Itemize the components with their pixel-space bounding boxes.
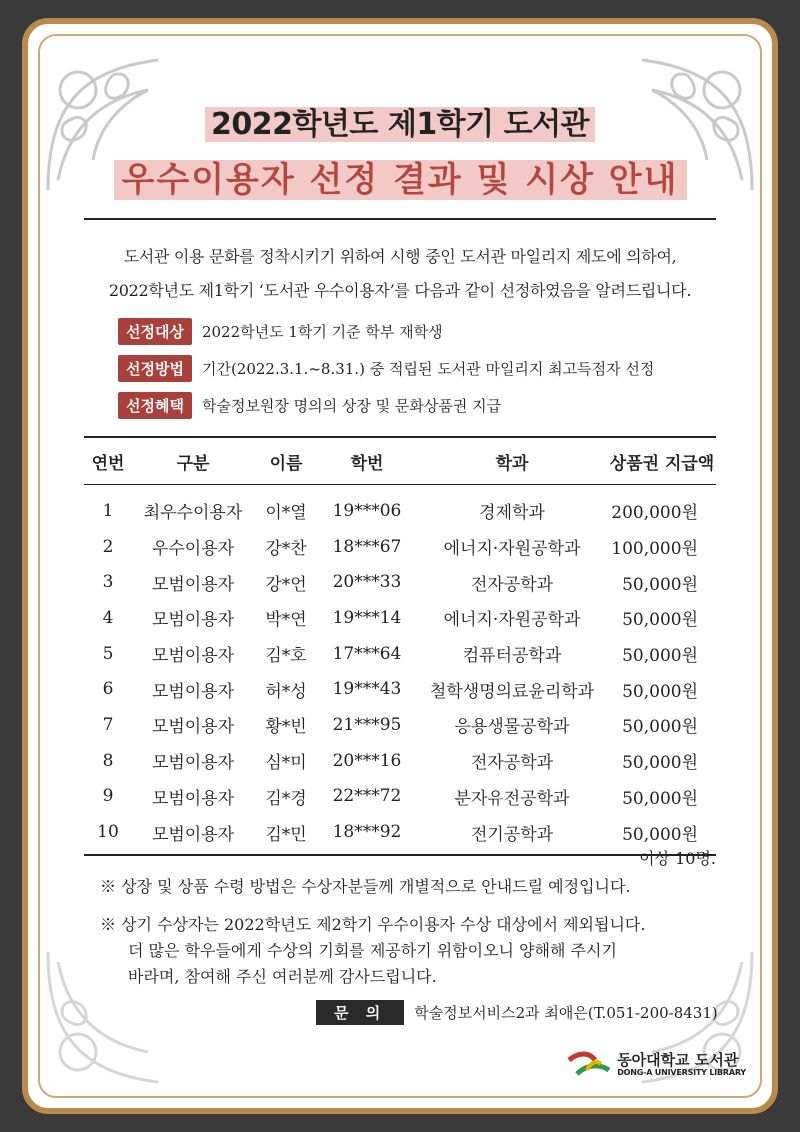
cell-department: 전기공학과	[416, 814, 608, 855]
cell-student-id: 18***92	[318, 814, 416, 855]
library-logo	[565, 1050, 746, 1078]
cell-no: 8	[102, 750, 114, 771]
criteria-target	[118, 318, 443, 345]
criteria-label: 선정방법	[118, 355, 192, 382]
cell-name: 강*찬	[265, 539, 307, 560]
cell-category: 모범이용자	[132, 814, 254, 855]
cell-no: 6	[102, 679, 114, 700]
header-amount: 상품권 지급액	[608, 437, 716, 485]
cell-student-id: 22***72	[332, 786, 402, 807]
criteria-label: 선정혜택	[118, 392, 192, 419]
cell-name: 김*경	[265, 788, 307, 809]
cell-student-id: 17***64	[332, 643, 402, 664]
logo-english: DONG-A UNIVERSITY LIBRARY	[617, 1067, 746, 1077]
cell-department: 에너지·자원공학과	[443, 539, 581, 560]
table-row	[84, 814, 716, 855]
cell-category: 우수이용자	[151, 539, 235, 560]
table-row	[84, 529, 716, 565]
cell-amount: 50,000원	[622, 574, 698, 595]
cell-name: 김*민	[254, 814, 318, 855]
table-row	[84, 600, 716, 636]
cell-student-id: 21***95	[332, 714, 402, 735]
cell-no: 2	[102, 536, 114, 557]
cell-no: 7	[102, 714, 114, 735]
table-header-row	[84, 437, 716, 485]
criteria-method	[118, 355, 654, 382]
title-line-1: 2022학년도 제1학기 도서관	[0, 104, 800, 146]
criteria-text: 2022학년도 1학기 기준 학부 재학생	[201, 323, 443, 341]
table-row	[84, 485, 716, 529]
cell-category: 최우수이용자	[143, 503, 243, 524]
cell-department: 전자공학과	[470, 574, 554, 595]
note-exclusion: ※ 상기 수상자는 2022학년도 제2학기 우수이용자 수상 대상에서 제외됩니다. 더 많은 학우들에게 수상의 기회를 제공하기 위함이오니 양해해 주시기 바라며, 참여해 주신 여러분께 감사드립니다.	[100, 915, 646, 986]
divider	[84, 218, 716, 220]
cell-category: 모범이용자	[151, 753, 235, 774]
cell-student-id: 19***43	[332, 679, 402, 700]
cell-category: 모범이용자	[151, 681, 235, 702]
criteria-text: 학술정보원장 명의의 상장 및 문화상품권 지급	[201, 397, 502, 415]
cell-student-id: 19***06	[332, 500, 402, 521]
table-row	[84, 743, 716, 779]
cell-name: 이*열	[265, 503, 307, 524]
cell-no: 9	[102, 786, 114, 807]
contact	[316, 1000, 718, 1025]
cell-student-id: 18***67	[332, 536, 402, 557]
contact-text: 학술정보서비스2과 최애은(T.051-200-8431)	[414, 1004, 718, 1022]
cell-no: 3	[102, 572, 114, 593]
cell-category: 모범이용자	[151, 717, 235, 738]
cell-amount: 200,000원	[611, 503, 698, 524]
header-student-id: 학번	[318, 437, 416, 485]
cell-department: 철학생명의료윤리학과	[429, 681, 595, 702]
criteria-label: 선정대상	[118, 318, 192, 345]
header-name: 이름	[254, 437, 318, 485]
cell-amount: 100,000원	[611, 539, 698, 560]
cell-department: 경제학과	[479, 503, 545, 524]
intro-text: 도서관 이용 문화를 정착시키기 위하여 시행 중인 도서관 마일리지 제도에 의하여, 2022학년도 제1학기 ‘도서관 우수이용자’를 다음과 같이 선정하였음을 알려드립니다.	[108, 247, 692, 300]
table-row	[84, 707, 716, 743]
header-no: 연번	[84, 437, 132, 485]
cell-name: 박*연	[265, 610, 307, 631]
cell-name: 심*미	[265, 753, 307, 774]
cell-amount: 50,000원	[622, 681, 698, 702]
contact-label: 문 의	[316, 1000, 404, 1025]
cell-no: 10	[84, 814, 132, 855]
cell-name: 강*언	[265, 574, 307, 595]
cell-amount: 50,000원	[622, 610, 698, 631]
cell-no: 1	[102, 500, 114, 521]
cell-amount: 50,000원	[608, 814, 716, 855]
header-category: 구분	[132, 437, 254, 485]
total-count: 이상 10명.	[639, 849, 716, 868]
cell-department: 컴퓨터공학과	[462, 646, 562, 667]
cell-name: 허*성	[265, 681, 307, 702]
cell-category: 모범이용자	[151, 788, 235, 809]
cell-category: 모범이용자	[151, 574, 235, 595]
table-row	[84, 564, 716, 600]
cell-student-id: 20***33	[332, 572, 402, 593]
awardees-table	[84, 436, 716, 856]
cell-no: 4	[102, 607, 114, 628]
cell-department: 전자공학과	[470, 753, 554, 774]
table-row	[84, 636, 716, 672]
cell-amount: 50,000원	[622, 788, 698, 809]
cell-department: 응용생물공학과	[454, 717, 570, 738]
cell-category: 모범이용자	[151, 610, 235, 631]
table-row	[84, 671, 716, 707]
cell-amount: 50,000원	[622, 646, 698, 667]
criteria-text: 기간(2022.3.1.~8.31.) 중 적립된 도서관 마일리지 최고득점자 선정	[201, 360, 655, 378]
title-line-2: 우수이용자 선정 결과 및 시상 안내	[0, 154, 800, 206]
logo-korean: 동아대학교 도서관	[617, 1050, 739, 1069]
header-department: 학과	[416, 437, 608, 485]
cell-amount: 50,000원	[622, 753, 698, 774]
cell-no: 5	[102, 643, 114, 664]
note-pickup: ※ 상장 및 상품 수령 방법은 수상자분들께 개별적으로 안내드릴 예정입니다.	[100, 877, 631, 896]
cell-student-id: 19***14	[332, 607, 402, 628]
cell-amount: 50,000원	[622, 717, 698, 738]
library-logo-icon	[565, 1050, 613, 1078]
cell-student-id: 20***16	[332, 750, 402, 771]
table-row	[84, 779, 716, 815]
cell-department: 분자유전공학과	[454, 788, 570, 809]
cell-name: 황*빈	[265, 717, 307, 738]
cell-name: 김*호	[265, 646, 307, 667]
cell-department: 에너지·자원공학과	[443, 610, 581, 631]
cell-category: 모범이용자	[151, 646, 235, 667]
criteria-benefit	[118, 392, 501, 419]
